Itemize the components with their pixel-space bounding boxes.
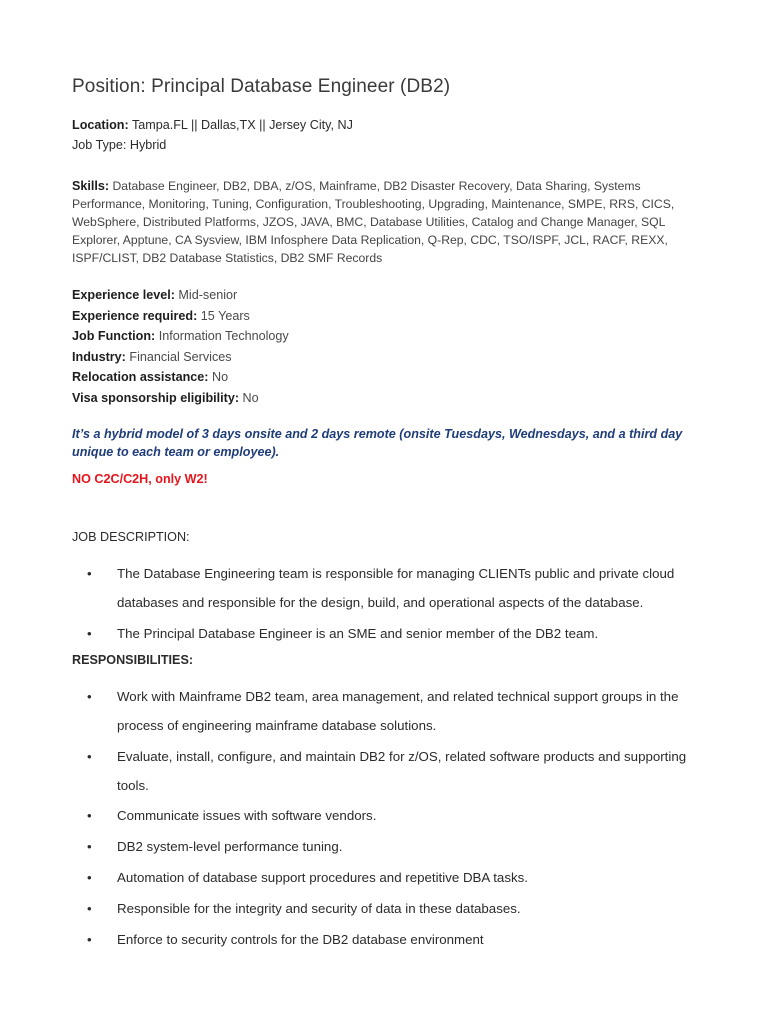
job-facts (72, 285, 289, 408)
list-item-text: Enforce to security controls for the DB2 database environment (117, 932, 484, 947)
fact-label: Job Function: (72, 329, 156, 343)
fact-label: Experience required: (72, 308, 198, 323)
fact-industry (72, 347, 289, 368)
fact-job-function (72, 326, 289, 347)
fact-label: Relocation assistance: (72, 370, 209, 384)
bullet-glyph: • (87, 901, 92, 916)
fact-value: 15 Years (197, 308, 250, 323)
list-item-text: The Database Engineering team is responsible for managing CLIENTs public and private cloud databases and responsible for the design, build, and operational aspects of the database. (117, 566, 675, 610)
fact-label: Experience level: (72, 288, 175, 302)
fact-value: No (239, 390, 259, 405)
skills-paragraph (72, 177, 702, 267)
fact-label: Visa sponsorship eligibility: (72, 390, 240, 405)
list-item-text: DB2 system-level performance tuning. (117, 839, 343, 854)
fact-value: Mid-senior (174, 288, 238, 302)
bullet-glyph: • (87, 932, 92, 947)
bullet-glyph: • (87, 808, 92, 823)
bullet-glyph: • (87, 689, 92, 704)
fact-value: Financial Services (125, 349, 232, 364)
fact-experience-required (72, 306, 289, 327)
skills-label: Skills: (72, 179, 110, 193)
fact-value: Information Technology (155, 329, 289, 343)
job-description-heading: JOB DESCRIPTION: (72, 530, 190, 544)
skills-value: Database Engineer, DB2, DBA, z/OS, Mainframe, DB2 Disaster Recovery, Data Sharing, Systems Performance, Monitoring, Tuning, Configuration, Troubleshooting, Upgrading, Maintenance, SMPE, RRS, CICS, WebSphere, Distributed Platforms, JZOS, JAVA, BMC, Database Utilities, Catalog and Change Manager, SQL Explorer, Apptune, CA Sysview, IBM Infosphere Data Replication, Q-Rep, CDC, TSO/ISPF, JCL, RACF, REXX, ISPF/CLIST, DB2 Database Statistics, DB2 SMF Records (72, 179, 675, 265)
w2-only-note: NO C2C/C2H, only W2! (72, 472, 208, 486)
bullet-glyph: • (87, 749, 92, 764)
bullet-glyph: • (87, 626, 92, 641)
fact-experience-level (72, 285, 289, 306)
bullet-glyph: • (87, 566, 92, 581)
list-item-text: The Principal Database Engineer is an SME and senior member of the DB2 team. (117, 626, 599, 641)
fact-label: Industry: (72, 349, 126, 364)
bullet-glyph: • (87, 839, 92, 854)
list-item-text: Work with Mainframe DB2 team, area management, and related technical support groups in the process of engineering mainframe database solutions. (117, 689, 679, 733)
fact-value: No (208, 370, 229, 384)
list-item-text: Communicate issues with software vendors. (117, 808, 377, 823)
list-item-text: Automation of database support procedures and repetitive DBA tasks. (117, 870, 528, 885)
location-label: Location: (72, 118, 129, 132)
hybrid-model-note: It’s a hybrid model of 3 days onsite and 2 days remote (onsite Tuesdays, Wednesdays, and a third day unique to each team or employee). (72, 427, 683, 459)
bullet-glyph: • (87, 870, 92, 885)
page-title: Position: Principal Database Engineer (DB2) (72, 76, 451, 97)
list-item-text: Evaluate, install, configure, and maintain DB2 for z/OS, related software products and supporting tools. (117, 749, 687, 793)
responsibilities-heading: RESPONSIBILITIES: (72, 653, 194, 667)
location-line (72, 116, 353, 134)
fact-relocation (72, 367, 289, 388)
location-value: Tampa.FL || Dallas,TX || Jersey City, NJ (128, 118, 353, 132)
list-item-text: Responsible for the integrity and security of data in these databases. (117, 901, 521, 916)
fact-visa (72, 388, 289, 409)
job-type-line: Job Type: Hybrid (72, 138, 167, 152)
